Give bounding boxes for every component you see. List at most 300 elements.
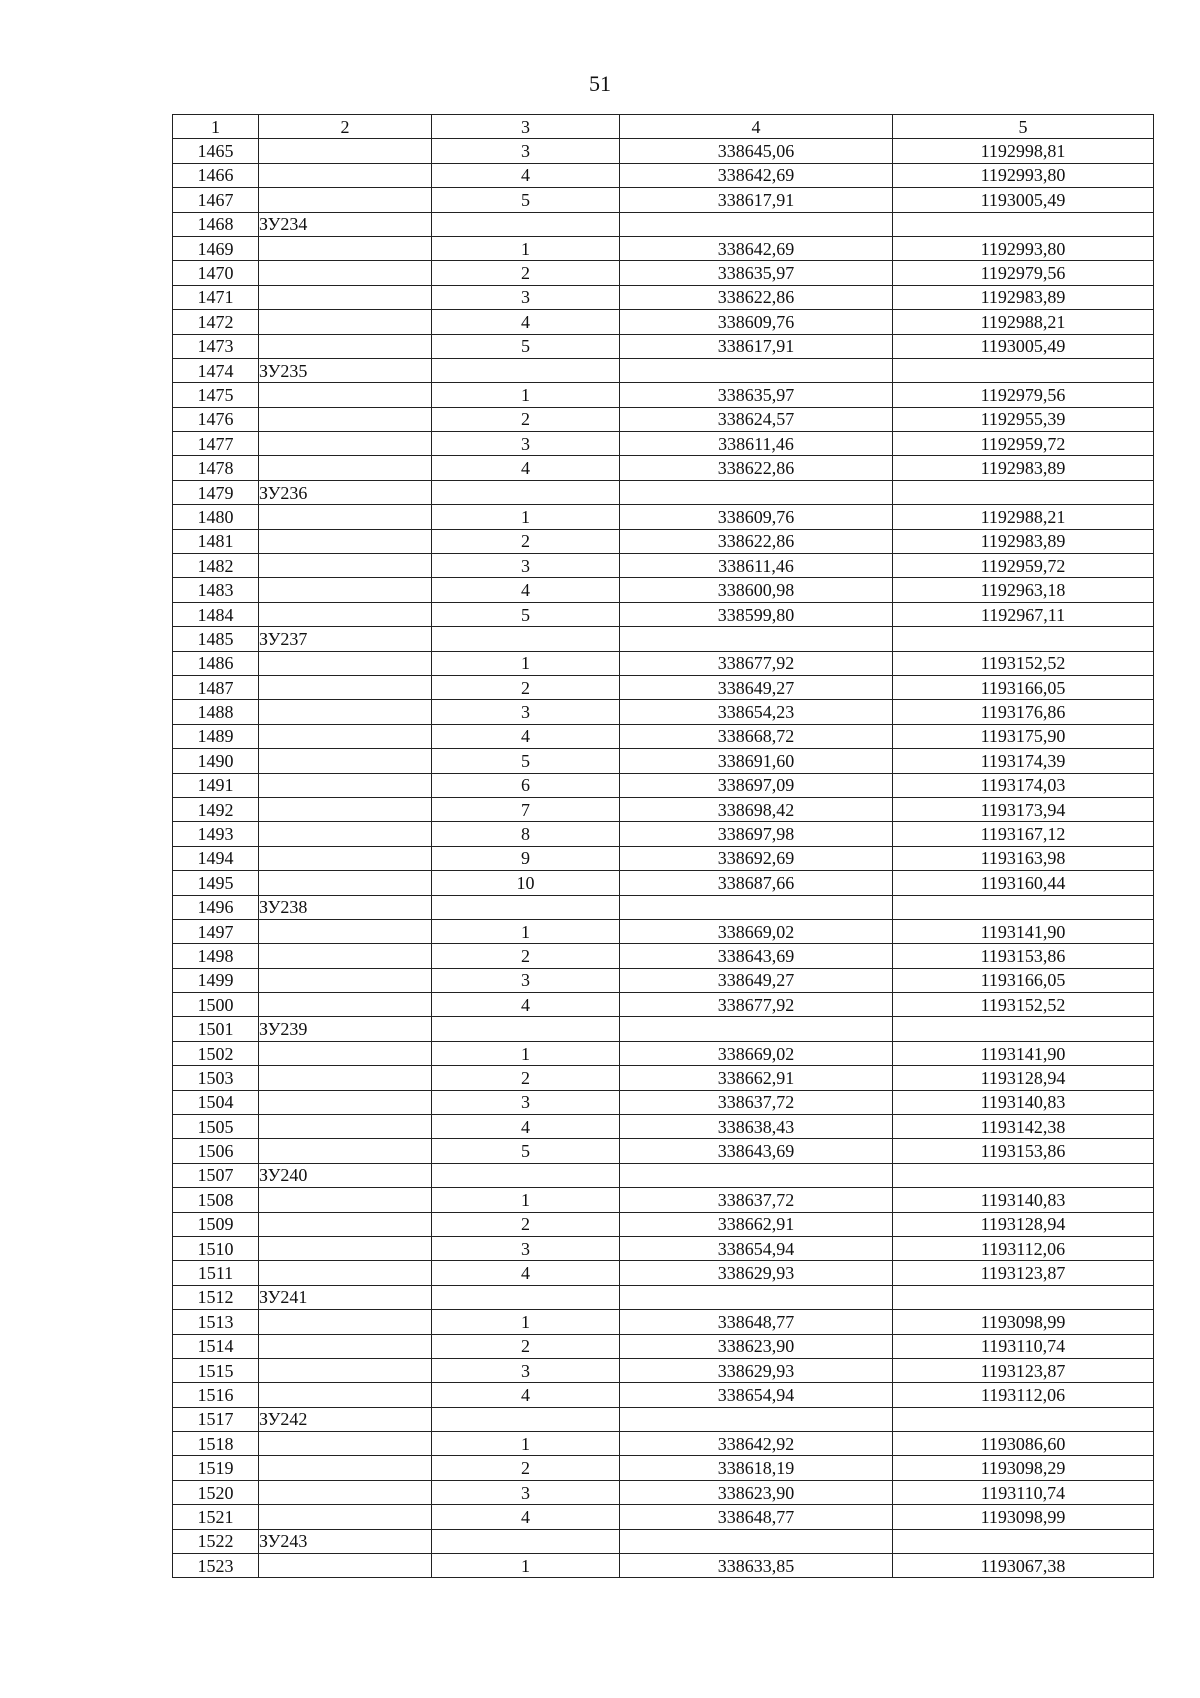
y-coordinate-cell: 1192983,89: [893, 285, 1154, 309]
y-coordinate-cell: [893, 1529, 1154, 1553]
parcel-id-cell: [259, 846, 432, 870]
x-coordinate-cell: 338622,86: [620, 529, 893, 553]
x-coordinate-cell: 338642,92: [620, 1432, 893, 1456]
y-coordinate-cell: 1192983,89: [893, 456, 1154, 480]
row-number-cell: 1506: [173, 1139, 259, 1163]
parcel-id-cell: [259, 1334, 432, 1358]
table-row: [173, 407, 1154, 431]
parcel-id-cell: [259, 1236, 432, 1260]
table-row: [173, 1017, 1154, 1041]
parcel-id-cell: ЗУ235: [259, 358, 432, 382]
point-number-cell: 3: [432, 432, 620, 456]
y-coordinate-cell: 1193153,86: [893, 1139, 1154, 1163]
table-row: [173, 310, 1154, 334]
row-number-cell: 1486: [173, 651, 259, 675]
point-number-cell: 3: [432, 1358, 620, 1382]
y-coordinate-cell: 1193098,99: [893, 1505, 1154, 1529]
parcel-id-cell: [259, 1090, 432, 1114]
table-row: [173, 1236, 1154, 1260]
parcel-id-cell: [259, 724, 432, 748]
table-row: [173, 675, 1154, 699]
row-number-cell: 1496: [173, 895, 259, 919]
table-row: [173, 993, 1154, 1017]
y-coordinate-cell: 1193152,52: [893, 993, 1154, 1017]
y-coordinate-cell: 1193098,99: [893, 1310, 1154, 1334]
table-row: [173, 1285, 1154, 1309]
table-row: [173, 797, 1154, 821]
point-number-cell: 2: [432, 407, 620, 431]
parcel-id-cell: [259, 407, 432, 431]
point-number-cell: [432, 895, 620, 919]
table-row: [173, 358, 1154, 382]
header-cell-3: 3: [432, 115, 620, 139]
point-number-cell: 1: [432, 505, 620, 529]
row-number-cell: 1485: [173, 627, 259, 651]
x-coordinate-cell: 338635,97: [620, 261, 893, 285]
y-coordinate-cell: 1192988,21: [893, 310, 1154, 334]
header-row: [173, 115, 1154, 139]
y-coordinate-cell: 1193175,90: [893, 724, 1154, 748]
header-cell-5: 5: [893, 115, 1154, 139]
point-number-cell: 1: [432, 1554, 620, 1578]
row-number-cell: 1495: [173, 871, 259, 895]
row-number-cell: 1522: [173, 1529, 259, 1553]
row-number-cell: 1505: [173, 1115, 259, 1139]
y-coordinate-cell: 1193067,38: [893, 1554, 1154, 1578]
point-number-cell: 5: [432, 1139, 620, 1163]
parcel-id-cell: ЗУ242: [259, 1407, 432, 1431]
parcel-id-cell: [259, 602, 432, 626]
table-row: [173, 1358, 1154, 1382]
point-number-cell: 4: [432, 456, 620, 480]
y-coordinate-cell: 1193128,94: [893, 1212, 1154, 1236]
point-number-cell: 7: [432, 797, 620, 821]
x-coordinate-cell: 338599,80: [620, 602, 893, 626]
table-row: [173, 1188, 1154, 1212]
parcel-id-cell: [259, 1456, 432, 1480]
y-coordinate-cell: [893, 895, 1154, 919]
point-number-cell: 3: [432, 554, 620, 578]
point-number-cell: 4: [432, 1383, 620, 1407]
y-coordinate-cell: 1193005,49: [893, 188, 1154, 212]
x-coordinate-cell: 338698,42: [620, 797, 893, 821]
row-number-cell: 1471: [173, 285, 259, 309]
table-row: [173, 383, 1154, 407]
table-row: [173, 1139, 1154, 1163]
point-number-cell: 1: [432, 236, 620, 260]
point-number-cell: 2: [432, 1066, 620, 1090]
y-coordinate-cell: 1193140,83: [893, 1090, 1154, 1114]
row-number-cell: 1501: [173, 1017, 259, 1041]
table-row: [173, 480, 1154, 504]
parcel-id-cell: [259, 700, 432, 724]
y-coordinate-cell: 1193166,05: [893, 968, 1154, 992]
table-row: [173, 456, 1154, 480]
row-number-cell: 1494: [173, 846, 259, 870]
x-coordinate-cell: 338649,27: [620, 675, 893, 699]
y-coordinate-cell: 1192963,18: [893, 578, 1154, 602]
x-coordinate-cell: 338668,72: [620, 724, 893, 748]
row-number-cell: 1517: [173, 1407, 259, 1431]
parcel-id-cell: [259, 1041, 432, 1065]
y-coordinate-cell: 1192979,56: [893, 261, 1154, 285]
y-coordinate-cell: 1192967,11: [893, 602, 1154, 626]
point-number-cell: 5: [432, 334, 620, 358]
table-row: [173, 1115, 1154, 1139]
table-row: [173, 1505, 1154, 1529]
point-number-cell: [432, 480, 620, 504]
point-number-cell: [432, 627, 620, 651]
x-coordinate-cell: [620, 1163, 893, 1187]
table-row: [173, 261, 1154, 285]
parcel-id-cell: [259, 383, 432, 407]
y-coordinate-cell: 1193123,87: [893, 1261, 1154, 1285]
parcel-id-cell: ЗУ238: [259, 895, 432, 919]
y-coordinate-cell: 1193110,74: [893, 1480, 1154, 1504]
row-number-cell: 1488: [173, 700, 259, 724]
table-row: [173, 602, 1154, 626]
y-coordinate-cell: 1193167,12: [893, 822, 1154, 846]
point-number-cell: 2: [432, 529, 620, 553]
table-row: [173, 1383, 1154, 1407]
y-coordinate-cell: 1193141,90: [893, 1041, 1154, 1065]
row-number-cell: 1479: [173, 480, 259, 504]
row-number-cell: 1523: [173, 1554, 259, 1578]
point-number-cell: 4: [432, 993, 620, 1017]
x-coordinate-cell: 338654,94: [620, 1383, 893, 1407]
row-number-cell: 1487: [173, 675, 259, 699]
x-coordinate-cell: 338629,93: [620, 1358, 893, 1382]
point-number-cell: 1: [432, 383, 620, 407]
row-number-cell: 1490: [173, 749, 259, 773]
parcel-id-cell: [259, 236, 432, 260]
point-number-cell: 3: [432, 968, 620, 992]
point-number-cell: 2: [432, 1456, 620, 1480]
parcel-id-cell: ЗУ236: [259, 480, 432, 504]
y-coordinate-cell: 1193141,90: [893, 919, 1154, 943]
parcel-id-cell: [259, 285, 432, 309]
parcel-id-cell: [259, 1066, 432, 1090]
x-coordinate-cell: 338600,98: [620, 578, 893, 602]
y-coordinate-cell: 1193152,52: [893, 651, 1154, 675]
x-coordinate-cell: [620, 358, 893, 382]
x-coordinate-cell: 338677,92: [620, 993, 893, 1017]
parcel-id-cell: [259, 1310, 432, 1334]
point-number-cell: 3: [432, 285, 620, 309]
parcel-id-cell: [259, 1480, 432, 1504]
row-number-cell: 1468: [173, 212, 259, 236]
parcel-id-cell: [259, 797, 432, 821]
x-coordinate-cell: 338648,77: [620, 1505, 893, 1529]
table-row: [173, 432, 1154, 456]
row-number-cell: 1467: [173, 188, 259, 212]
x-coordinate-cell: [620, 627, 893, 651]
y-coordinate-cell: 1193098,29: [893, 1456, 1154, 1480]
parcel-id-cell: [259, 432, 432, 456]
y-coordinate-cell: [893, 212, 1154, 236]
table-row: [173, 627, 1154, 651]
row-number-cell: 1503: [173, 1066, 259, 1090]
x-coordinate-cell: [620, 1407, 893, 1431]
parcel-id-cell: [259, 529, 432, 553]
x-coordinate-cell: 338642,69: [620, 163, 893, 187]
table-row: [173, 968, 1154, 992]
x-coordinate-cell: 338654,94: [620, 1236, 893, 1260]
table-row: [173, 1041, 1154, 1065]
header-cell-1: 1: [173, 115, 259, 139]
point-number-cell: 4: [432, 310, 620, 334]
point-number-cell: 5: [432, 602, 620, 626]
y-coordinate-cell: [893, 480, 1154, 504]
row-number-cell: 1482: [173, 554, 259, 578]
point-number-cell: 10: [432, 871, 620, 895]
x-coordinate-cell: 338669,02: [620, 1041, 893, 1065]
y-coordinate-cell: 1193174,03: [893, 773, 1154, 797]
point-number-cell: 4: [432, 1261, 620, 1285]
x-coordinate-cell: 338669,02: [620, 919, 893, 943]
point-number-cell: [432, 1163, 620, 1187]
y-coordinate-cell: 1193112,06: [893, 1383, 1154, 1407]
x-coordinate-cell: 338642,69: [620, 236, 893, 260]
x-coordinate-cell: 338643,69: [620, 1139, 893, 1163]
row-number-cell: 1489: [173, 724, 259, 748]
table-row: [173, 1212, 1154, 1236]
parcel-id-cell: [259, 944, 432, 968]
row-number-cell: 1516: [173, 1383, 259, 1407]
table-row: [173, 212, 1154, 236]
point-number-cell: 1: [432, 1432, 620, 1456]
parcel-id-cell: [259, 505, 432, 529]
header-cell-4: 4: [620, 115, 893, 139]
row-number-cell: 1477: [173, 432, 259, 456]
row-number-cell: 1519: [173, 1456, 259, 1480]
y-coordinate-cell: 1192993,80: [893, 163, 1154, 187]
table-row: [173, 285, 1154, 309]
point-number-cell: [432, 212, 620, 236]
table-row: [173, 1163, 1154, 1187]
y-coordinate-cell: 1193166,05: [893, 675, 1154, 699]
point-number-cell: 5: [432, 188, 620, 212]
parcel-id-cell: [259, 1383, 432, 1407]
row-number-cell: 1500: [173, 993, 259, 1017]
y-coordinate-cell: 1193005,49: [893, 334, 1154, 358]
parcel-id-cell: [259, 773, 432, 797]
parcel-id-cell: [259, 1505, 432, 1529]
point-number-cell: [432, 1017, 620, 1041]
row-number-cell: 1498: [173, 944, 259, 968]
x-coordinate-cell: 338697,98: [620, 822, 893, 846]
x-coordinate-cell: 338638,43: [620, 1115, 893, 1139]
point-number-cell: 2: [432, 261, 620, 285]
table-row: [173, 1456, 1154, 1480]
page-number: 51: [589, 71, 611, 96]
y-coordinate-cell: 1193174,39: [893, 749, 1154, 773]
point-number-cell: 2: [432, 675, 620, 699]
x-coordinate-cell: 338611,46: [620, 554, 893, 578]
table-row: [173, 871, 1154, 895]
parcel-id-cell: ЗУ234: [259, 212, 432, 236]
table-row: [173, 846, 1154, 870]
point-number-cell: 4: [432, 1115, 620, 1139]
y-coordinate-cell: [893, 627, 1154, 651]
table-row: [173, 1407, 1154, 1431]
x-coordinate-cell: 338637,72: [620, 1090, 893, 1114]
row-number-cell: 1509: [173, 1212, 259, 1236]
parcel-id-cell: [259, 1115, 432, 1139]
row-number-cell: 1469: [173, 236, 259, 260]
y-coordinate-cell: 1193142,38: [893, 1115, 1154, 1139]
point-number-cell: 3: [432, 1090, 620, 1114]
row-number-cell: 1472: [173, 310, 259, 334]
point-number-cell: [432, 1529, 620, 1553]
y-coordinate-cell: 1193176,86: [893, 700, 1154, 724]
parcel-id-cell: [259, 578, 432, 602]
row-number-cell: 1491: [173, 773, 259, 797]
row-number-cell: 1497: [173, 919, 259, 943]
table-row: [173, 1090, 1154, 1114]
y-coordinate-cell: 1193123,87: [893, 1358, 1154, 1382]
table-row: [173, 1334, 1154, 1358]
point-number-cell: 4: [432, 1505, 620, 1529]
parcel-id-cell: [259, 554, 432, 578]
y-coordinate-cell: 1192998,81: [893, 139, 1154, 163]
header-cell-2: 2: [259, 115, 432, 139]
table-row: [173, 505, 1154, 529]
y-coordinate-cell: 1193086,60: [893, 1432, 1154, 1456]
x-coordinate-cell: 338623,90: [620, 1480, 893, 1504]
table-row: [173, 1529, 1154, 1553]
x-coordinate-cell: 338633,85: [620, 1554, 893, 1578]
parcel-id-cell: [259, 163, 432, 187]
table-row: [173, 749, 1154, 773]
table-row: [173, 822, 1154, 846]
x-coordinate-cell: 338635,97: [620, 383, 893, 407]
y-coordinate-cell: 1193153,86: [893, 944, 1154, 968]
point-number-cell: 1: [432, 1310, 620, 1334]
table-row: [173, 724, 1154, 748]
row-number-cell: 1465: [173, 139, 259, 163]
point-number-cell: 3: [432, 700, 620, 724]
row-number-cell: 1476: [173, 407, 259, 431]
y-coordinate-cell: 1193110,74: [893, 1334, 1154, 1358]
parcel-id-cell: [259, 919, 432, 943]
row-number-cell: 1492: [173, 797, 259, 821]
parcel-id-cell: [259, 261, 432, 285]
x-coordinate-cell: 338691,60: [620, 749, 893, 773]
point-number-cell: 8: [432, 822, 620, 846]
y-coordinate-cell: 1193128,94: [893, 1066, 1154, 1090]
table-row: [173, 944, 1154, 968]
table-row: [173, 334, 1154, 358]
x-coordinate-cell: [620, 212, 893, 236]
parcel-id-cell: [259, 334, 432, 358]
row-number-cell: 1514: [173, 1334, 259, 1358]
row-number-cell: 1518: [173, 1432, 259, 1456]
row-number-cell: 1507: [173, 1163, 259, 1187]
x-coordinate-cell: 338609,76: [620, 505, 893, 529]
row-number-cell: 1515: [173, 1358, 259, 1382]
x-coordinate-cell: 338662,91: [620, 1212, 893, 1236]
x-coordinate-cell: 338692,69: [620, 846, 893, 870]
point-number-cell: 3: [432, 139, 620, 163]
x-coordinate-cell: 338637,72: [620, 1188, 893, 1212]
point-number-cell: 1: [432, 919, 620, 943]
x-coordinate-cell: 338617,91: [620, 334, 893, 358]
y-coordinate-cell: 1193163,98: [893, 846, 1154, 870]
x-coordinate-cell: 338648,77: [620, 1310, 893, 1334]
parcel-id-cell: [259, 1554, 432, 1578]
point-number-cell: 2: [432, 944, 620, 968]
parcel-id-cell: [259, 1432, 432, 1456]
parcel-id-cell: [259, 139, 432, 163]
x-coordinate-cell: 338662,91: [620, 1066, 893, 1090]
parcel-id-cell: [259, 310, 432, 334]
y-coordinate-cell: 1192988,21: [893, 505, 1154, 529]
table-row: [173, 1554, 1154, 1578]
row-number-cell: 1512: [173, 1285, 259, 1309]
x-coordinate-cell: 338624,57: [620, 407, 893, 431]
row-number-cell: 1502: [173, 1041, 259, 1065]
point-number-cell: 6: [432, 773, 620, 797]
point-number-cell: 4: [432, 578, 620, 602]
point-number-cell: 3: [432, 1480, 620, 1504]
table-row: [173, 773, 1154, 797]
row-number-cell: 1478: [173, 456, 259, 480]
parcel-id-cell: ЗУ240: [259, 1163, 432, 1187]
y-coordinate-cell: 1193173,94: [893, 797, 1154, 821]
y-coordinate-cell: [893, 1163, 1154, 1187]
parcel-id-cell: [259, 1261, 432, 1285]
x-coordinate-cell: 338617,91: [620, 188, 893, 212]
x-coordinate-cell: 338697,09: [620, 773, 893, 797]
table-row: [173, 139, 1154, 163]
y-coordinate-cell: 1192959,72: [893, 432, 1154, 456]
point-number-cell: [432, 1285, 620, 1309]
table-row: [173, 651, 1154, 675]
x-coordinate-cell: 338687,66: [620, 871, 893, 895]
row-number-cell: 1510: [173, 1236, 259, 1260]
point-number-cell: 4: [432, 163, 620, 187]
row-number-cell: 1466: [173, 163, 259, 187]
row-number-cell: 1474: [173, 358, 259, 382]
point-number-cell: 4: [432, 724, 620, 748]
y-coordinate-cell: 1193112,06: [893, 1236, 1154, 1260]
parcel-id-cell: [259, 1358, 432, 1382]
parcel-id-cell: [259, 188, 432, 212]
row-number-cell: 1473: [173, 334, 259, 358]
y-coordinate-cell: 1192983,89: [893, 529, 1154, 553]
point-number-cell: 1: [432, 1041, 620, 1065]
x-coordinate-cell: [620, 480, 893, 504]
parcel-id-cell: ЗУ243: [259, 1529, 432, 1553]
point-number-cell: 5: [432, 749, 620, 773]
table-row: [173, 1066, 1154, 1090]
point-number-cell: 3: [432, 1236, 620, 1260]
x-coordinate-cell: 338677,92: [620, 651, 893, 675]
row-number-cell: 1499: [173, 968, 259, 992]
parcel-id-cell: [259, 1188, 432, 1212]
row-number-cell: 1470: [173, 261, 259, 285]
point-number-cell: [432, 358, 620, 382]
row-number-cell: 1521: [173, 1505, 259, 1529]
parcel-id-cell: [259, 968, 432, 992]
x-coordinate-cell: 338618,19: [620, 1456, 893, 1480]
x-coordinate-cell: 338649,27: [620, 968, 893, 992]
x-coordinate-cell: 338611,46: [620, 432, 893, 456]
x-coordinate-cell: [620, 1017, 893, 1041]
row-number-cell: 1520: [173, 1480, 259, 1504]
table-row: [173, 163, 1154, 187]
